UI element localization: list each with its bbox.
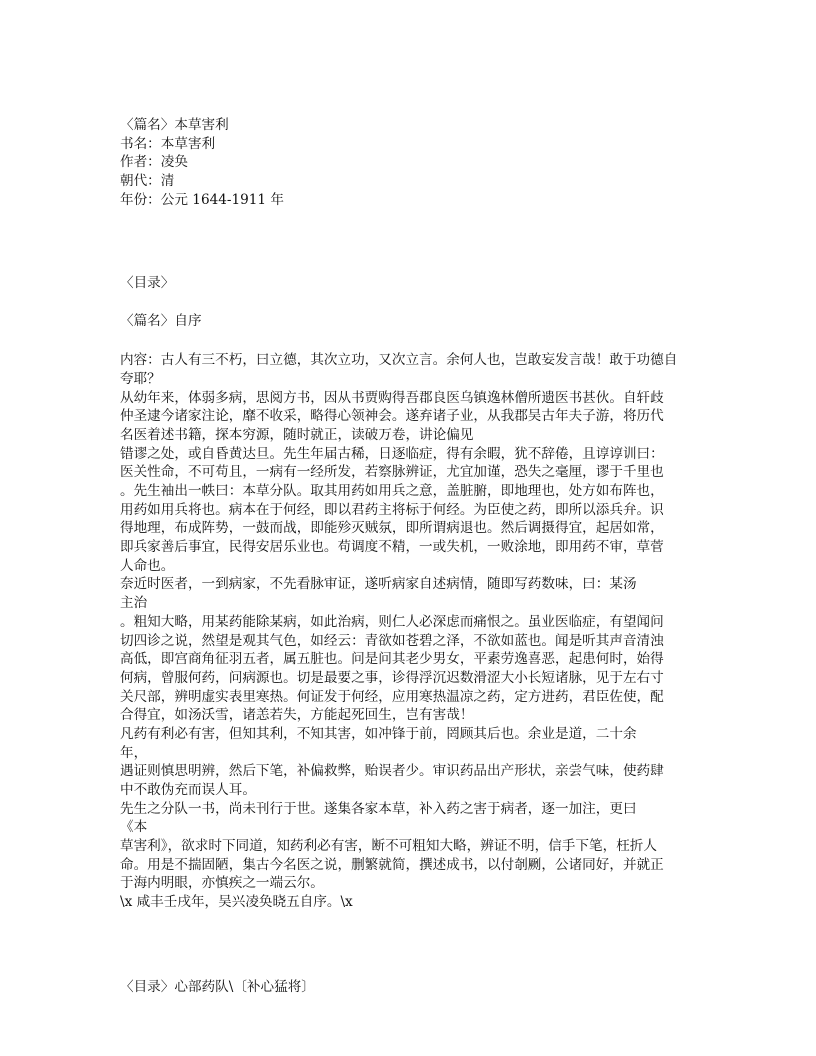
body-line: 夸耶？ bbox=[120, 370, 161, 387]
body-line: 中不敢伪充而误人耳。 bbox=[120, 782, 256, 798]
body-line: 遇证则慎思明辨，然后下笔，补偏救弊，贻误者少。审识药品出产形状，亲尝气味，使药肆 bbox=[120, 763, 664, 780]
spacer bbox=[120, 912, 710, 968]
document-page bbox=[120, 116, 710, 997]
body-line: 主治 bbox=[120, 595, 148, 612]
body-line: 。粗知大略，用某药能除某病，如此治病，则仁人必深虑而痛恨之。虽业医临症，有望闻问 bbox=[120, 613, 664, 630]
author: 作者：凌奂 bbox=[120, 154, 188, 171]
body-line: 命。用是不揣固陋，集古今名医之说，删繁就简，撰述成书，以付剞劂，公诸同好，并就正 bbox=[120, 856, 664, 873]
body-line: 得地理，布成阵势，一鼓而战，即能殄灭贼氛，即所谓病退也。然后调摄得宜，起居如常， bbox=[120, 520, 664, 537]
body-line: 奈近时医者，一到病家，不先看脉审证，遂听病家自述病情，随即写药数味，曰：某汤 bbox=[120, 576, 637, 593]
body-line: 先生之分队一书，尚未刊行于世。遂集各家本草，补入药之害于病者，逐一加注，更曰 bbox=[120, 800, 637, 817]
body-line: 高低，即宫商角征羽五者，属五脏也。问是问其老少男女，平素劳逸喜恶，起患何时，始得 bbox=[120, 651, 664, 668]
body-line: 用药如用兵将也。病本在于何经，即以君药主将标于何经。为臣使之药，即所以添兵弁。识 bbox=[120, 501, 664, 518]
spacer bbox=[120, 293, 710, 312]
body-line: 关尺部，辨明虚实表里寒热。何证发于何经，应用寒热温凉之药，定方进药，君臣佐使，配 bbox=[120, 688, 664, 705]
body-line: 名医着述书籍，探本穷源，随时就正，读破万卷，讲论偏见 bbox=[120, 426, 474, 443]
body-line: 年， bbox=[120, 744, 148, 761]
body-line: 合得宜，如汤沃雪，诸恙若失，方能起死回生，岂有害哉！ bbox=[120, 707, 474, 724]
body-line: 切四诊之说，然望是观其气色，如经云：青欲如苍碧之泽，不欲如蓝也。闻是听其声音清浊 bbox=[120, 632, 664, 649]
chapter-title: 〈篇名〉本草害利 bbox=[120, 117, 229, 133]
body-line: 医关性命，不可苟且，一病有一经所发，若察脉辨证，尤宜加谨，恐失之毫厘，谬于千里也 bbox=[120, 464, 664, 481]
dynasty: 朝代：清 bbox=[120, 173, 175, 190]
body-line: 从幼年来，体弱多病，思阅方书，因从书贾购得吾郡良医乌镇逸林僧所遗医书甚伙。自轩歧 bbox=[120, 389, 664, 406]
body-line: 人命也。 bbox=[120, 557, 175, 574]
next-section-heading: 〈目录〉心部药队\〔补心猛将〕 bbox=[120, 978, 315, 995]
body-line: 凡药有利必有害，但知其利，不知其害，如冲锋于前，罔顾其后也。余业是道，二十余 bbox=[120, 725, 637, 742]
section-title: 〈篇名〉自序 bbox=[120, 312, 202, 329]
header-block bbox=[120, 116, 710, 209]
body-line: 草害利》，欲求时下同道，知药利必有害，断不可粗知大略，辨证不明，信手下笔，枉折人 bbox=[120, 838, 657, 855]
body-line: 何病，曾服何药，问病源也。切是最要之事，诊得浮沉迟数滑涩大小长短诸脉，见于左右寸 bbox=[120, 669, 664, 686]
spacer bbox=[120, 209, 710, 265]
body-line: 错谬之处，或自昏黄达旦。先生年届古稀，日逐临症，得有余暇，犹不辞倦，且谆谆训曰： bbox=[120, 445, 664, 462]
spacer bbox=[120, 331, 710, 350]
body-line: 内容：古人有三不朽，曰立德，其次立功，又次立言。余何人也，岂敢妄发言哉！敢于功德自 bbox=[120, 352, 678, 369]
body-line: 即兵家善后事宜，民得安居乐业也。苟调度不精，一或失机，一败涂地，即用药不审，草菅 bbox=[120, 539, 664, 556]
signature-line: \x 咸丰壬戌年，吴兴凌奂晓五自序。\x bbox=[120, 894, 353, 911]
preface-body bbox=[120, 351, 710, 912]
body-line: 仲圣逮今诸家注论，靡不收采，略得心领神会。遂弃诸子业，从我郡吴古年夫子游，将历代 bbox=[120, 408, 664, 425]
book-name: 书名：本草害利 bbox=[120, 135, 216, 152]
body-line: 。先生袖出一帙曰：本草分队。取其用药如用兵之意，盖脏腑，即地理也，处方如布阵也， bbox=[120, 483, 664, 499]
toc-marker: 〈目录〉 bbox=[120, 275, 175, 292]
body-line: 《本 bbox=[120, 819, 148, 836]
body-line: 于海内明眼，亦慎疾之一端云尔。 bbox=[120, 875, 324, 892]
year-range: 年份：公元 1644-1911 年 bbox=[120, 191, 284, 208]
